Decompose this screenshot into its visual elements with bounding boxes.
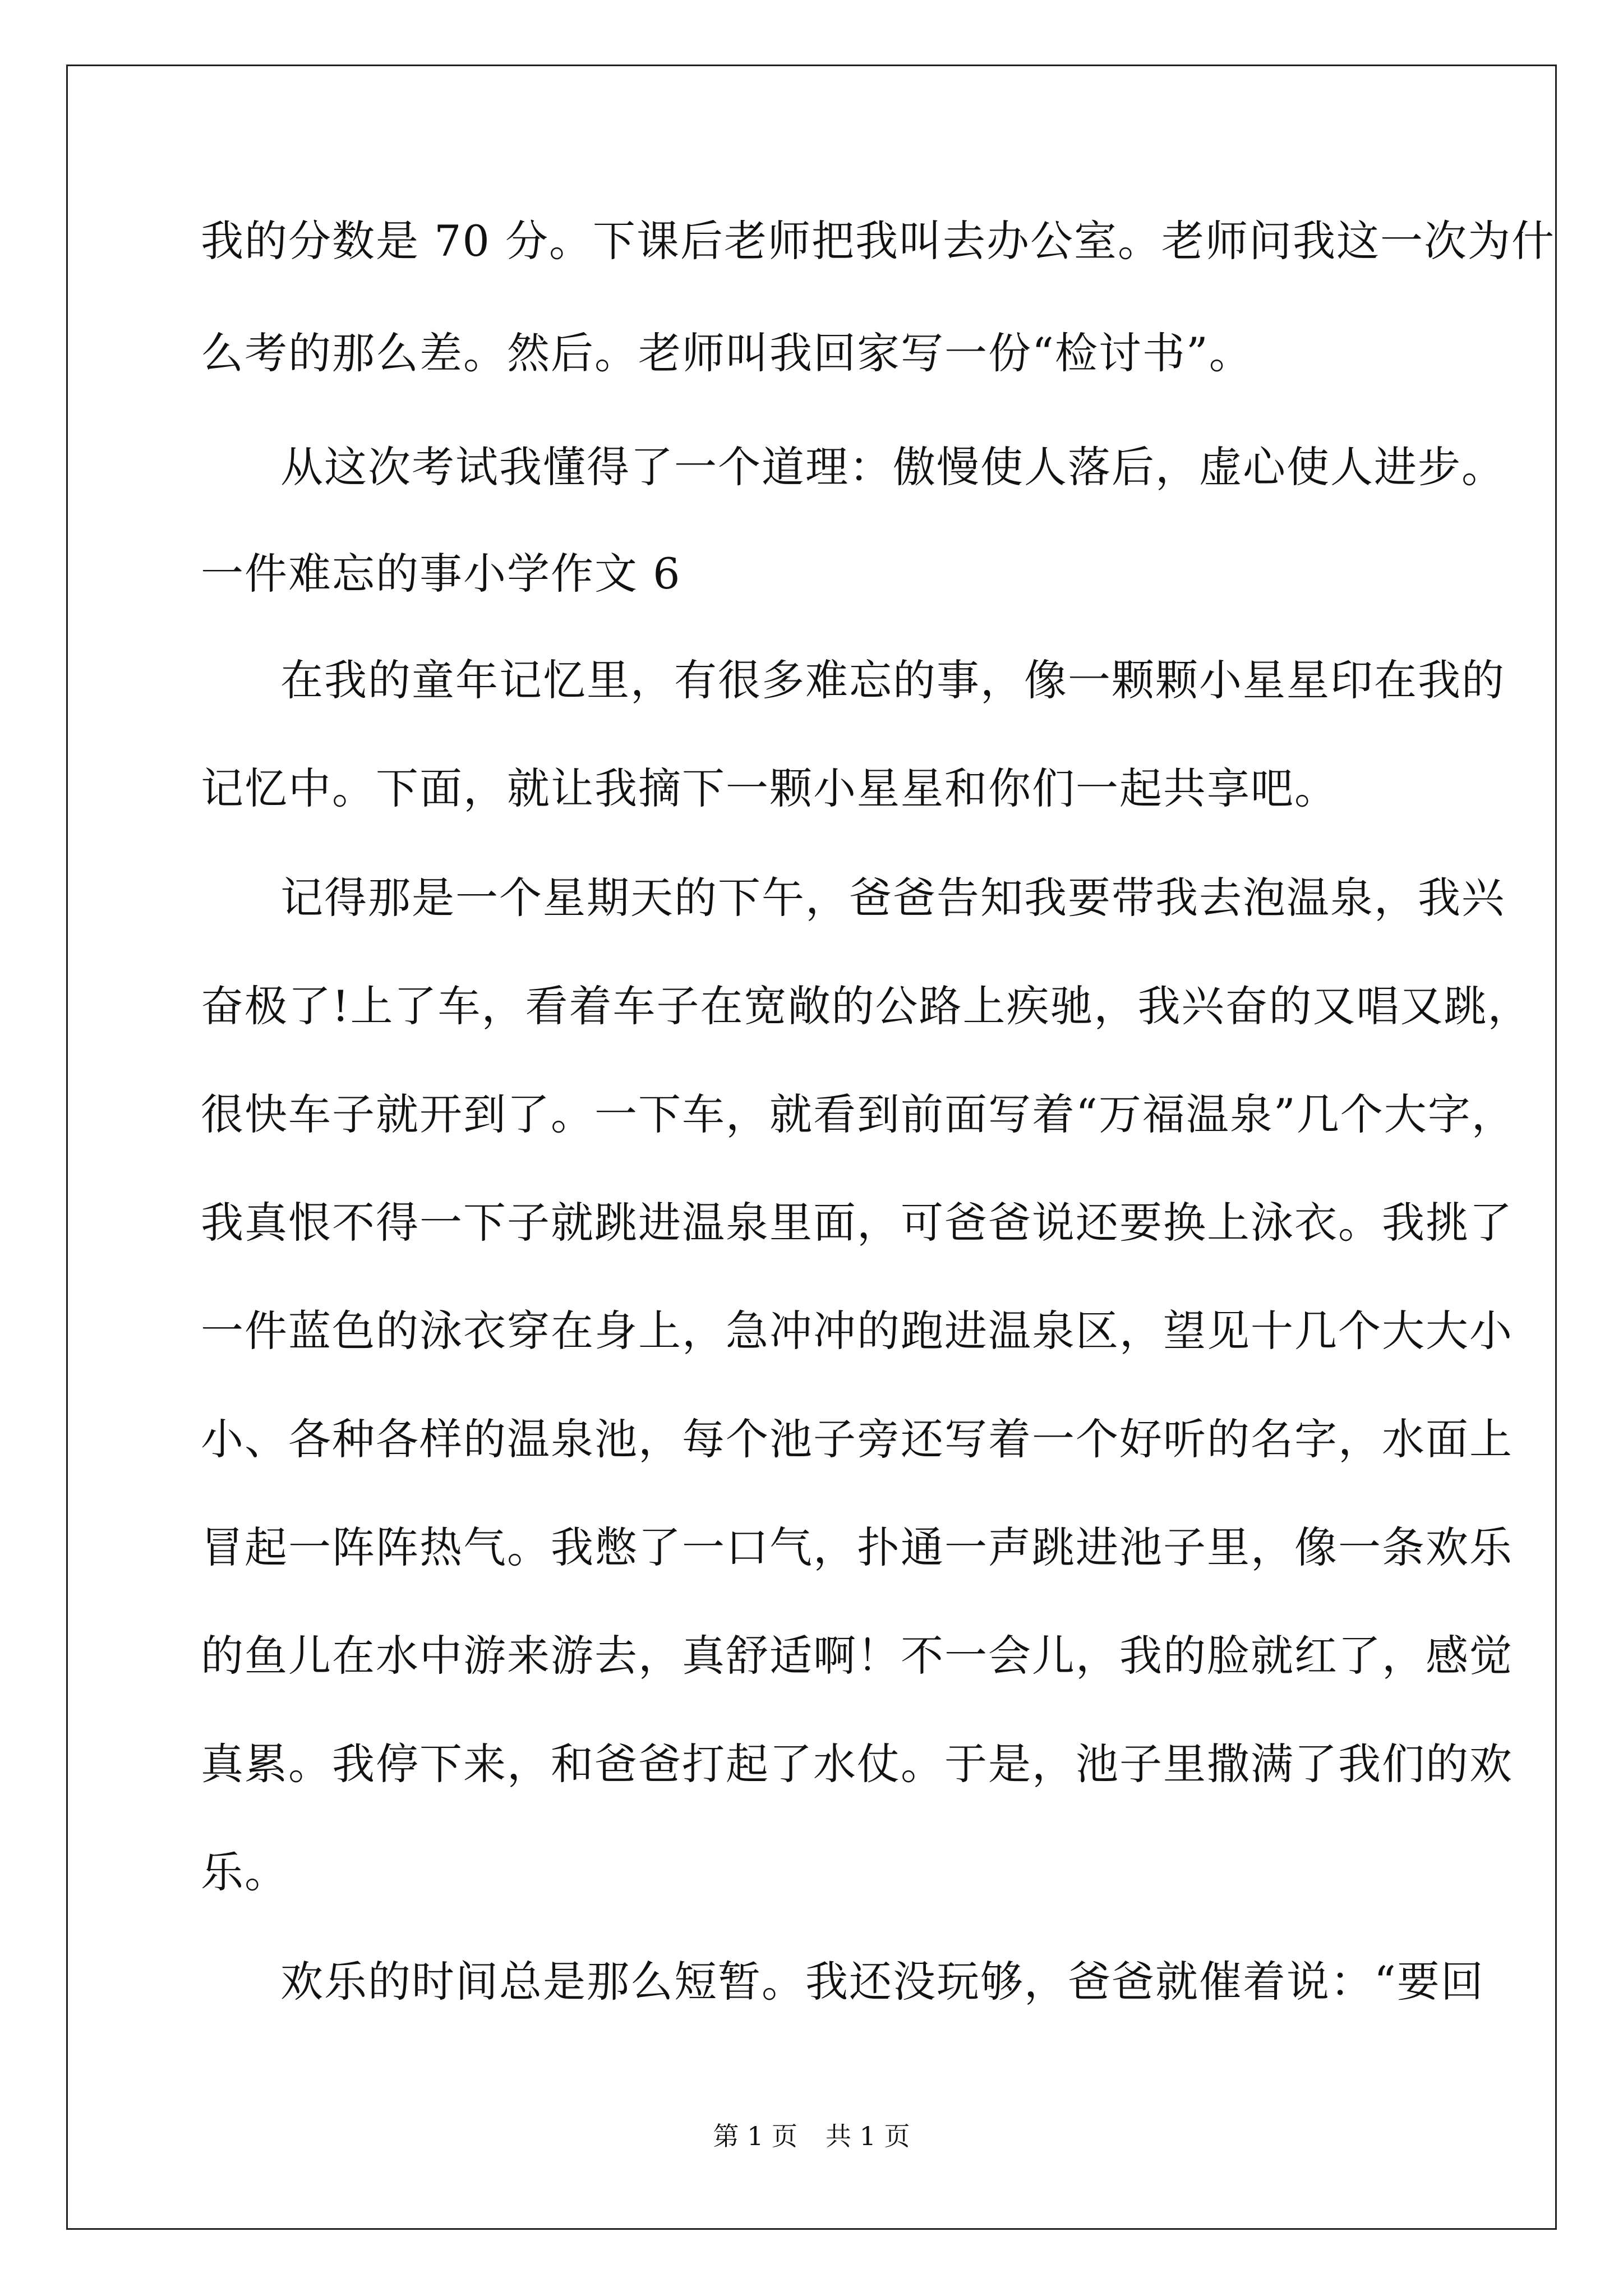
- page-border: [66, 65, 1557, 2230]
- paragraph-line-11: 一件蓝色的泳衣穿在身上，急冲冲的跑进温泉区，望见十几个大大小: [201, 1306, 1513, 1356]
- paragraph-line-10: 我真恨不得一下子就跳进温泉里面，可爸爸说还要换上泳衣。我挑了: [201, 1198, 1513, 1248]
- section-title: 一件难忘的事小学作文 6: [201, 549, 681, 599]
- paragraph-line-13: 冒起一阵阵热气。我憋了一口气，扑通一声跳进池子里，像一条欢乐: [201, 1522, 1513, 1572]
- paragraph-line-8: 奋极了!上了车，看着车子在宽敞的公路上疾驰，我兴奋的又唱又跳，: [201, 981, 1532, 1031]
- paragraph-line-15: 真累。我停下来，和爸爸打起了水仗。于是，池子里撒满了我们的欢: [201, 1739, 1513, 1789]
- paragraph-line-2: 么考的那么差。然后。老师叫我回家写一份“检讨书”。: [201, 328, 1253, 378]
- paragraph-line-7: 记得那是一个星期天的下午，爸爸告知我要带我去泡温泉，我兴: [280, 873, 1505, 923]
- paragraph-line-14: 的鱼儿在水中游来游去，真舒适啊！不一会儿，我的脸就红了，感觉: [201, 1631, 1513, 1681]
- total-pages: 共 1 页: [826, 2121, 910, 2151]
- paragraph-line-16: 乐。: [201, 1847, 288, 1897]
- page-number: 第 1 页: [713, 2121, 797, 2151]
- paragraph-line-3: 从这次考试我懂得了一个道理：傲慢使人落后，虚心使人进步。: [280, 442, 1505, 492]
- paragraph-line-6: 记忆中。下面，就让我摘下一颗小星星和你们一起共享吧。: [201, 763, 1338, 813]
- page-footer: [0, 2119, 1623, 2153]
- paragraph-line-1: 我的分数是 70 分。下课后老师把我叫去办公室。老师问我这一次为什: [201, 216, 1556, 266]
- paragraph-line-12: 小、各种各样的温泉池，每个池子旁还写着一个好听的名字，水面上: [201, 1414, 1513, 1464]
- paragraph-line-17: 欢乐的时间总是那么短暂。我还没玩够，爸爸就催着说：“要回: [280, 1957, 1484, 2007]
- paragraph-line-9: 很快车子就开到了。一下车，就看到前面写着“万福温泉”几个大字，: [201, 1089, 1515, 1139]
- paragraph-line-5: 在我的童年记忆里，有很多难忘的事，像一颗颗小星星印在我的: [280, 655, 1505, 705]
